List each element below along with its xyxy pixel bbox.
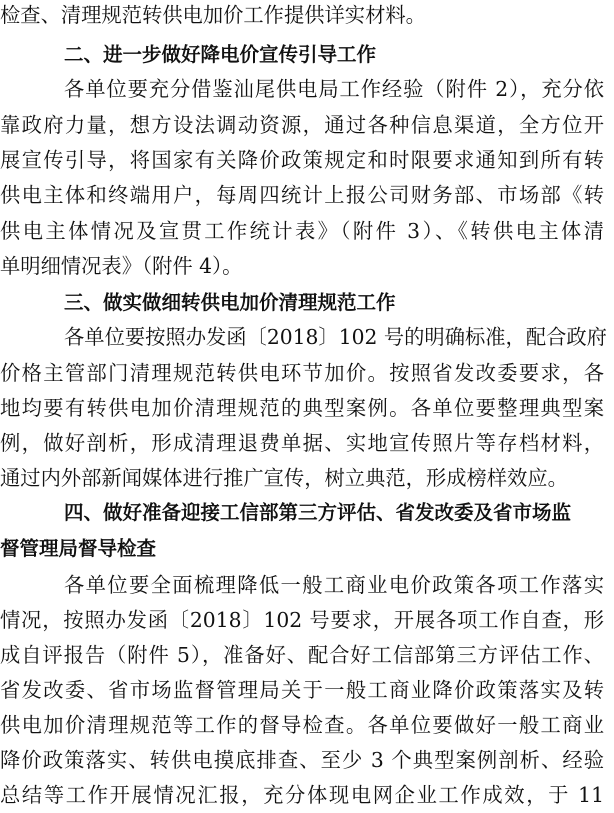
paragraph-line: 价格主管部门清理规范转供电环节加价。按照省发改委要求，各 — [0, 361, 604, 385]
section-heading: 二、进一步做好降电价宣传引导工作 — [64, 43, 377, 66]
paragraph-line: 供电加价清理规范等工作的督导检查。各单位要做好一般工商业 — [0, 713, 604, 737]
paragraph-line: 检查、清理规范转供电加价工作提供详实材料。 — [0, 3, 426, 27]
section-heading: 三、做实做细转供电加价清理规范工作 — [64, 291, 396, 314]
paragraph-line: 省发改委、省市场监督管理局关于一般工商业降价政策落实及转 — [0, 678, 604, 702]
paragraph-line: 地均要有转供电加价清理规范的典型案例。各单位要整理典型案 — [0, 396, 604, 420]
paragraph-line: 各单位要全面梳理降低一般工商业电价政策各项工作落实 — [64, 573, 604, 597]
paragraph-line: 靠政府力量，想方设法调动资源，通过各种信息渠道，全方位开 — [0, 113, 604, 137]
paragraph-line: 情况，按照办发函〔2018〕102 号要求，开展各项工作自查，形 — [0, 608, 604, 632]
paragraph-line: 供电主体情况及宣贯工作统计表》（附件 3）、《转供电主体清 — [0, 219, 604, 243]
paragraph-line: 各单位要按照办发函〔2018〕102 号的明确标准，配合政府 — [64, 325, 607, 349]
paragraph-line: 总结等工作开展情况汇报，充分体现电网企业工作成效，于 11 — [0, 783, 604, 807]
paragraph-line: 降价政策落实、转供电摸底排查、至少 3 个典型案例剖析、经验 — [0, 748, 604, 772]
section-heading: 四、做好准备迎接工信部第三方评估、省发改委及省市场监 — [64, 501, 572, 524]
paragraph-line: 供电主体和终端用户，每周四统计上报公司财务部、市场部《转 — [0, 183, 604, 207]
paragraph-line: 例，做好剖析，形成清理退费单据、实地宣传照片等存档材料， — [0, 431, 604, 455]
paragraph-line: 通过内外部新闻媒体进行推广宣传，树立典范，形成榜样效应。 — [0, 466, 568, 490]
paragraph-line: 单明细情况表》（附件 4）。 — [0, 254, 243, 278]
section-heading: 督管理局督导检查 — [0, 537, 157, 560]
paragraph-line: 展宣传引导，将国家有关降价政策规定和时限要求通知到所有转 — [0, 148, 604, 172]
paragraph-line: 成自评报告（附件 5），准备好、配合好工信部第三方评估工作、 — [0, 643, 604, 667]
paragraph-line: 各单位要充分借鉴汕尾供电局工作经验（附件 2），充分依 — [64, 77, 604, 101]
